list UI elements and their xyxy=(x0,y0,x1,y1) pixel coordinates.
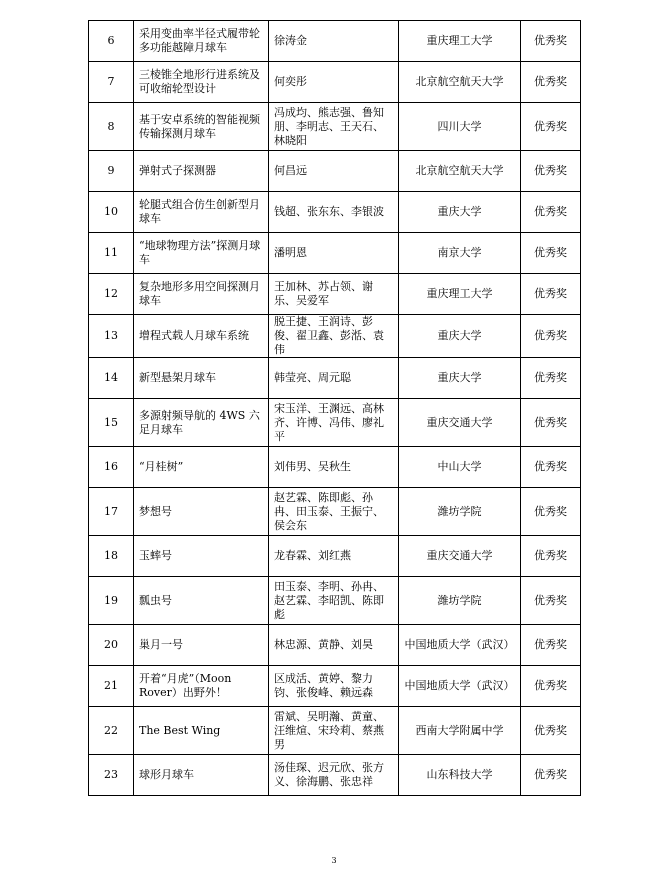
table-row xyxy=(89,192,581,233)
team-members-cell: 冯成均、熊志强、鲁知朋、李明志、王天石、林晓阳 xyxy=(269,103,399,151)
entry-name-cell: 球形月球车 xyxy=(134,755,269,796)
awards-table-body xyxy=(89,21,581,796)
award-level-cell: 优秀奖 xyxy=(521,488,581,536)
table-row xyxy=(89,233,581,274)
team-members-cell: 区成活、黄婷、黎力钧、张俊峰、赖远森 xyxy=(269,666,399,707)
team-members-cell: 田玉泰、李明、孙冉、赵艺霖、李昭凯、陈即彪 xyxy=(269,577,399,625)
table-row xyxy=(89,577,581,625)
entry-name-cell: 弹射式子探测器 xyxy=(134,151,269,192)
institution-cell: 重庆大学 xyxy=(399,192,521,233)
row-number-cell: 21 xyxy=(89,666,134,707)
award-level-cell: 优秀奖 xyxy=(521,21,581,62)
award-level-cell: 优秀奖 xyxy=(521,233,581,274)
institution-cell: 中国地质大学（武汉） xyxy=(399,625,521,666)
table-row xyxy=(89,488,581,536)
team-members-cell: 何昌远 xyxy=(269,151,399,192)
entry-name-cell: 复杂地形多用空间探测月球车 xyxy=(134,274,269,315)
team-members-cell: 刘伟男、吴秋生 xyxy=(269,447,399,488)
row-number-cell: 10 xyxy=(89,192,134,233)
institution-cell: 山东科技大学 xyxy=(399,755,521,796)
institution-cell: 潍坊学院 xyxy=(399,577,521,625)
entry-name-cell: 梦想号 xyxy=(134,488,269,536)
team-members-cell: 雷斌、吴明瀚、黄童、汪维煊、宋玲莉、蔡燕男 xyxy=(269,707,399,755)
award-level-cell: 优秀奖 xyxy=(521,192,581,233)
institution-cell: 重庆理工大学 xyxy=(399,274,521,315)
entry-name-cell: 巢月一号 xyxy=(134,625,269,666)
institution-cell: 四川大学 xyxy=(399,103,521,151)
team-members-cell: 脱王捷、王润诗、彭俊、翟卫鑫、彭湉、袁伟 xyxy=(269,315,399,358)
team-members-cell: 汤佳琛、迟元欣、张方义、徐海鹏、张忠祥 xyxy=(269,755,399,796)
entry-name-cell: 瓢虫号 xyxy=(134,577,269,625)
institution-cell: 潍坊学院 xyxy=(399,488,521,536)
table-row xyxy=(89,103,581,151)
award-level-cell: 优秀奖 xyxy=(521,315,581,358)
team-members-cell: 何奕彤 xyxy=(269,62,399,103)
row-number-cell: 17 xyxy=(89,488,134,536)
team-members-cell: 赵艺霖、陈即彪、孙冉、田玉泰、王振宁、侯会东 xyxy=(269,488,399,536)
row-number-cell: 20 xyxy=(89,625,134,666)
table-row xyxy=(89,666,581,707)
row-number-cell: 22 xyxy=(89,707,134,755)
institution-cell: 南京大学 xyxy=(399,233,521,274)
entry-name-cell: 三棱锥全地形行进系统及可收缩轮型设计 xyxy=(134,62,269,103)
row-number-cell: 23 xyxy=(89,755,134,796)
institution-cell: 重庆交通大学 xyxy=(399,399,521,447)
row-number-cell: 6 xyxy=(89,21,134,62)
row-number-cell: 14 xyxy=(89,358,134,399)
row-number-cell: 15 xyxy=(89,399,134,447)
entry-name-cell: 多源射频导航的 4WS 六足月球车 xyxy=(134,399,269,447)
team-members-cell: 徐涛金 xyxy=(269,21,399,62)
entry-name-cell: 轮腿式组合仿生创新型月球车 xyxy=(134,192,269,233)
institution-cell: 北京航空航天大学 xyxy=(399,151,521,192)
row-number-cell: 19 xyxy=(89,577,134,625)
institution-cell: 重庆大学 xyxy=(399,315,521,358)
row-number-cell: 12 xyxy=(89,274,134,315)
institution-cell: 重庆大学 xyxy=(399,358,521,399)
team-members-cell: 龙春霖、刘红燕 xyxy=(269,536,399,577)
award-level-cell: 优秀奖 xyxy=(521,625,581,666)
row-number-cell: 13 xyxy=(89,315,134,358)
institution-cell: 中山大学 xyxy=(399,447,521,488)
institution-cell: 重庆交通大学 xyxy=(399,536,521,577)
table-row xyxy=(89,536,581,577)
team-members-cell: 钱超、张东东、李银波 xyxy=(269,192,399,233)
row-number-cell: 7 xyxy=(89,62,134,103)
entry-name-cell: 基于安卓系统的智能视频传输探测月球车 xyxy=(134,103,269,151)
table-row xyxy=(89,315,581,358)
row-number-cell: 8 xyxy=(89,103,134,151)
award-level-cell: 优秀奖 xyxy=(521,755,581,796)
row-number-cell: 18 xyxy=(89,536,134,577)
institution-cell: 中国地质大学（武汉） xyxy=(399,666,521,707)
row-number-cell: 9 xyxy=(89,151,134,192)
table-row xyxy=(89,151,581,192)
award-level-cell: 优秀奖 xyxy=(521,666,581,707)
table-row xyxy=(89,62,581,103)
institution-cell: 北京航空航天大学 xyxy=(399,62,521,103)
row-number-cell: 16 xyxy=(89,447,134,488)
table-row xyxy=(89,447,581,488)
team-members-cell: 韩莹亮、周元聪 xyxy=(269,358,399,399)
award-level-cell: 优秀奖 xyxy=(521,447,581,488)
entry-name-cell: “月桂树” xyxy=(134,447,269,488)
institution-cell: 重庆理工大学 xyxy=(399,21,521,62)
table-row xyxy=(89,399,581,447)
entry-name-cell: 增程式载人月球车系统 xyxy=(134,315,269,358)
table-row xyxy=(89,707,581,755)
institution-cell: 西南大学附属中学 xyxy=(399,707,521,755)
award-level-cell: 优秀奖 xyxy=(521,707,581,755)
entry-name-cell: 采用变曲率半径式履带轮多功能越障月球车 xyxy=(134,21,269,62)
award-level-cell: 优秀奖 xyxy=(521,151,581,192)
entry-name-cell: 开着“月虎”（Moon Rover）出野外！ xyxy=(134,666,269,707)
table-row xyxy=(89,358,581,399)
table-row xyxy=(89,755,581,796)
award-level-cell: 优秀奖 xyxy=(521,358,581,399)
entry-name-cell: 玉蟀号 xyxy=(134,536,269,577)
page-number: 3 xyxy=(331,856,337,865)
award-level-cell: 优秀奖 xyxy=(521,399,581,447)
award-level-cell: 优秀奖 xyxy=(521,62,581,103)
entry-name-cell: 新型悬架月球车 xyxy=(134,358,269,399)
award-level-cell: 优秀奖 xyxy=(521,577,581,625)
award-level-cell: 优秀奖 xyxy=(521,536,581,577)
team-members-cell: 林忠源、黄静、刘昊 xyxy=(269,625,399,666)
entry-name-cell: The Best Wing xyxy=(134,707,269,755)
team-members-cell: 潘明恩 xyxy=(269,233,399,274)
awards-table xyxy=(88,20,581,796)
row-number-cell: 11 xyxy=(89,233,134,274)
table-row xyxy=(89,625,581,666)
entry-name-cell: “地球物理方法”探测月球车 xyxy=(134,233,269,274)
award-level-cell: 优秀奖 xyxy=(521,103,581,151)
award-level-cell: 优秀奖 xyxy=(521,274,581,315)
table-row xyxy=(89,21,581,62)
team-members-cell: 王加林、苏占领、谢乐、吴爱军 xyxy=(269,274,399,315)
table-row xyxy=(89,274,581,315)
team-members-cell: 宋玉洋、王渊远、高林齐、许博、冯伟、廖礼平 xyxy=(269,399,399,447)
